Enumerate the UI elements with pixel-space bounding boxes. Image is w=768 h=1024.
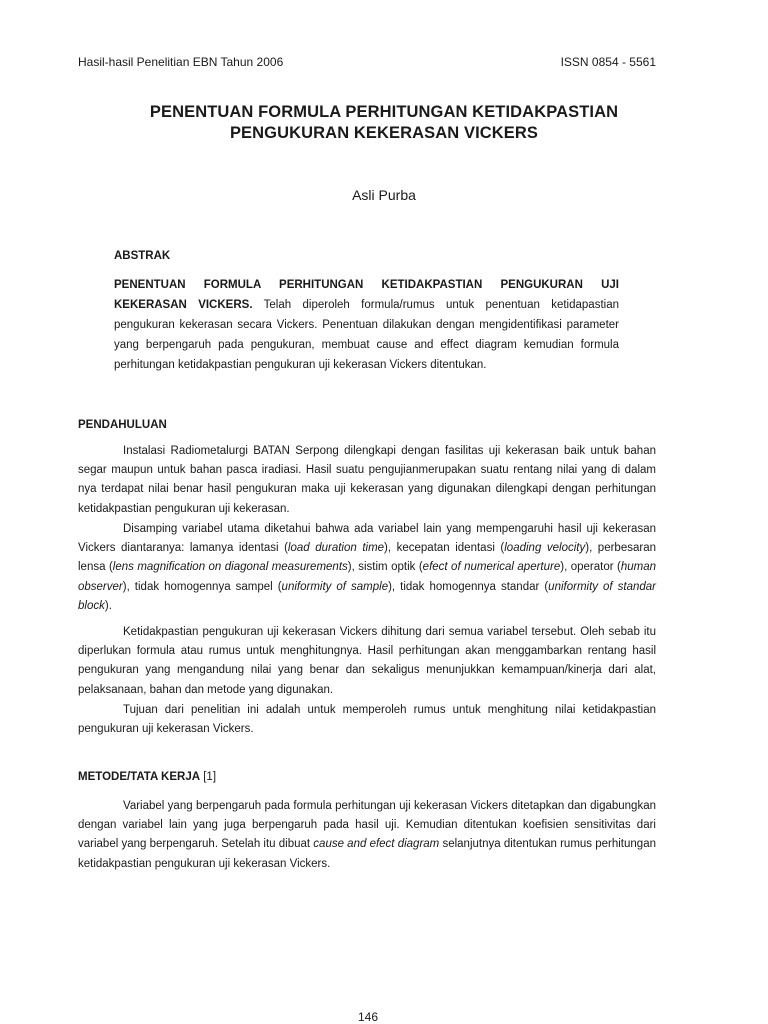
italic-term: uniformity of sample	[281, 580, 389, 593]
citation-ref: [1]	[200, 771, 217, 783]
text-run: ), perbesaran lensa (	[78, 542, 656, 574]
abstract-heading: ABSTRAK	[114, 250, 171, 262]
abstract-body	[114, 275, 619, 375]
text-run: Disamping variabel utama diketahui bahwa ada variabel lain yang mempengaruhi hasil uji kekerasan Vickers diantaranya: lamanya identasi (	[78, 523, 656, 555]
title-line-2: PENGUKURAN KEKERASAN VICKERS	[229, 124, 539, 142]
abstract-text: Telah diperoleh formula/rumus untuk penentuan ketidapastian pengukuran kekerasan secara Vickers. Penentuan dilakukan dengan mengidentifikasi parameter yang berpengaruh pada pengukuran, membuat cause and effect diagram kemudian formula perhitungan ketidakpastian pengukuran uji kekerasan Vickers ditentukan.	[114, 299, 619, 371]
issn: ISSN 0854 - 5561	[560, 55, 656, 69]
text-run: selanjutnya ditentukan rumus perhitungan ketidakpastian pengukuran uji kekerasan Vickers.	[78, 838, 656, 870]
text-run: ), operator (	[560, 561, 621, 574]
section-heading-metode	[78, 771, 216, 783]
metode-paragraph-1	[78, 797, 656, 874]
text-run: ).	[104, 599, 112, 612]
italic-term: lens magnification on diagonal measurements	[112, 561, 348, 574]
pendahuluan-paragraph-2	[78, 520, 656, 616]
author: Asli Purba	[352, 187, 416, 203]
italic-term: uniformity of standar block	[78, 580, 657, 612]
title-line-1: PENENTUAN FORMULA PERHITUNGAN KETIDAKPASTIAN	[149, 103, 619, 121]
italic-term: load duration time	[287, 542, 385, 555]
metode-heading-text: METODE/TATA KERJA	[78, 771, 201, 783]
text-run: ), tidak homogennya standar (	[388, 580, 549, 593]
text-run: Variabel yang berpengaruh pada formula perhitungan uji kekerasan Vickers ditetapkan dan digabungkan dengan variabel lain yang juga berpengaruh pada hasil uji. Kemudian ditentukan koefisien sensitivitas dari variabel yang berpengaruh. Setelah itu dibuat	[78, 800, 656, 851]
text-run: ), kecepatan identasi (	[384, 542, 505, 555]
italic-term: efect of numerical aperture	[422, 561, 561, 574]
italic-term: loading velocity	[504, 542, 586, 555]
page-number: 146	[357, 1010, 379, 1024]
italic-term: human observer	[78, 561, 656, 593]
pendahuluan-paragraph-4: Tujuan dari penelitian ini adalah untuk memperoleh rumus untuk menghitung nilai ketidakpastian pengukuran uji kekerasan Vickers.	[78, 704, 656, 736]
pendahuluan-paragraph-1: Instalasi Radiometalurgi BATAN Serpong dilengkapi dengan fasilitas uji kekerasan baik untuk bahan segar maupun untuk bahan pasca iradiasi. Hasil suatu pengujianmerupakan suatu rentang nilai yang di dalam nya terdapat nilai benar hasil pengukuran maka uji kekerasan yang digunakan dilengkapi dengan perhitungan ketidakpastian pengukuran uji kekerasan.	[78, 445, 656, 515]
abstract-lead: PENENTUAN FORMULA PERHITUNGAN KETIDAKPASTIAN PENGUKURAN UJI KEKERASAN VICKERS.	[114, 279, 619, 311]
text-run: ), sistim optik (	[347, 561, 423, 574]
section-heading-pendahuluan: PENDAHULUAN	[78, 419, 167, 431]
text-run: ), tidak homogennya sampel (	[122, 580, 282, 593]
journal-name: Hasil-hasil Penelitian EBN Tahun 2006	[78, 55, 284, 69]
paper-title	[78, 102, 690, 144]
running-header	[78, 55, 656, 69]
italic-term: cause and efect diagram	[313, 838, 440, 851]
pendahuluan-paragraph-3: Ketidakpastian pengukuran uji kekerasan Vickers dihitung dari semua variabel tersebut. Oleh sebab itu diperlukan formula atau rumus untuk menghitungnya. Hasil perhitungan akan menggambarkan rentang hasil pengukuran yang mengandung nilai yang benar dan sekaligus menunjukkan kemampuan/kinerja dari alat, pelaksanaan, bahan dan metode yang digunakan.	[78, 626, 656, 696]
